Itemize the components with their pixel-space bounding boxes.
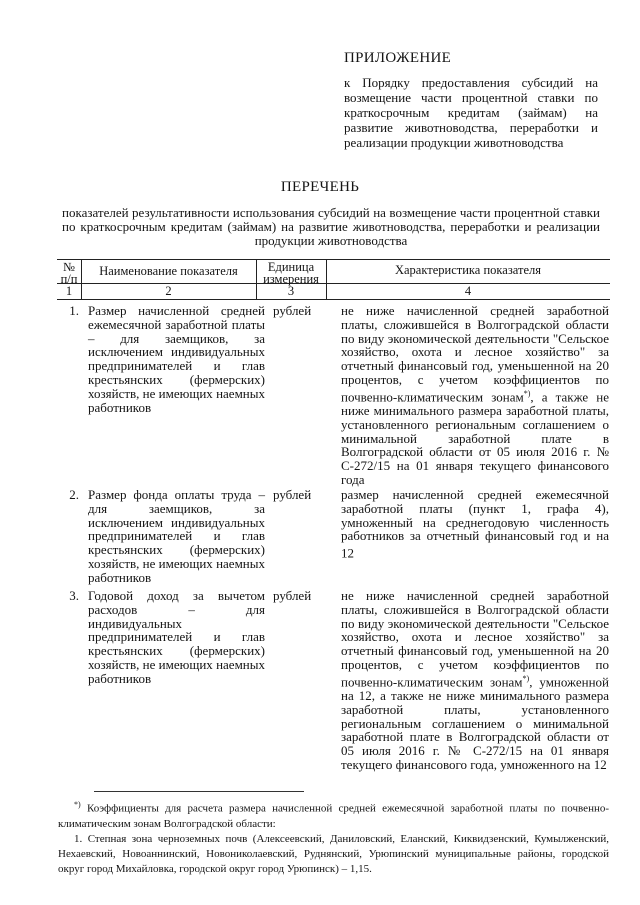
header-num: № п/п xyxy=(60,260,78,286)
unit: рублей xyxy=(273,303,312,318)
indicators-table xyxy=(57,259,610,772)
document-subtitle: показателей результативности использования субсидий на возмещение части процентной ставки по краткосрочным кредитам (займам) на развитие животноводства, переработки и реализации продукции животноводства xyxy=(62,205,600,248)
characteristic xyxy=(341,304,609,487)
row-number: 3. xyxy=(69,588,79,603)
footnote-item: 1. Степная зона черноземных почв (Алексеевский, Даниловский, Еланский, Киквидзенский, Кумылженский, Нехаевский, Новоаннинский, Новониколаевский, Руднянский, Урюпинский муниципальные районы, городской округ город Михайловка, городской округ город Урюпинск) – 1,15. xyxy=(58,832,609,875)
indicator-name: Годовой доход за вычетом расходов – для индивидуальных предпринимателей и глав крестьянских (фермерских) хозяйств, не имеющих наемных работников xyxy=(88,588,265,686)
indicator-name: Размер начисленной средней ежемесячной заработной платы – для заемщиков, за исключением индивидуальных предпринимателей и глав крестьянских (фермерских) хозяйств, не имеющих наемных работников xyxy=(88,303,265,415)
row-number: 2. xyxy=(69,487,79,502)
column-number: 3 xyxy=(287,284,295,298)
appendix-title: ПРИЛОЖЕНИЕ xyxy=(344,50,452,66)
footnote xyxy=(58,797,610,877)
indicator-name: Размер фонда оплаты труда – для заемщиков, за исключением индивидуальных предпринимателей и глав крестьянских (фермерских) хозяйств, не имеющих наемных работников xyxy=(88,487,265,585)
appendix-text: к Порядку предоставления субсидий на возмещение части процентной ставки по краткосрочным кредитам (займам) на развитие животноводства, переработки и реализации продукции животноводства xyxy=(344,75,598,150)
footnote-reference: *) xyxy=(523,388,531,398)
table-header xyxy=(57,259,610,299)
column-number: 2 xyxy=(165,284,172,298)
header-characteristic: Характеристика показателя xyxy=(394,263,542,277)
footnote-text xyxy=(58,797,609,832)
characteristic-text: размер начисленной средней ежемесячной заработной платы (пункт 1, графа 4), умноженный на среднегодовую численность работников за отчетный финансовый год и на 12 xyxy=(341,487,609,561)
unit: рублей xyxy=(273,588,312,603)
row-number: 1. xyxy=(69,303,79,318)
appendix-block xyxy=(344,50,598,150)
unit: рублей xyxy=(273,487,312,502)
footnote-mark: *) xyxy=(74,800,81,809)
column-number: 1 xyxy=(65,284,73,298)
table-top-border xyxy=(57,259,610,260)
characteristic xyxy=(341,589,609,772)
footnote-reference: *) xyxy=(522,673,530,683)
footnote-separator xyxy=(94,791,304,792)
characteristic xyxy=(341,488,609,560)
document-title: ПЕРЕЧЕНЬ xyxy=(280,179,360,195)
characteristic-text: не ниже начисленной средней заработной платы, сложившейся в Волгоградской области по виду экономической деятельности "Сельское хозяйство, охота и лесное хозяйство" за отчетный финансовый год, уменьшенной на 20 процентов, с учетом коэффициентов по почвенно-климатическим зонам xyxy=(341,588,609,690)
footnote-intro: Коэффициенты для расчета размера начисленной средней ежемесячной заработной платы по почвенно-климатическим зонам Волгоградской области: xyxy=(58,802,610,830)
characteristic-text-continued: , умноженной на 12, а также не ниже минимального размера заработной платы, установленного региональным соглашением о минимальной заработной плате в Волгоградской области от 05 июля 2016 г. № С-272/15 на 01 января текущего финансового года, умноженного на 12 xyxy=(341,674,609,772)
header-unit: Единица измерения xyxy=(263,260,319,286)
characteristic-text-continued: , а также не ниже минимального размера заработной платы, установленного региональным соглашением о минимальной заработной плате в Волгоградской области от 05 июля 2016 г. № С-272/15 на 01 января текущего финансового года xyxy=(341,389,609,487)
column-number: 4 xyxy=(464,284,472,298)
characteristic-text: не ниже начисленной средней заработной платы, сложившейся в Волгоградской области по виду экономической деятельности "Сельское хозяйство, охота и лесное хозяйство" за отчетный финансовый год, уменьшенной на 20 процентов, с учетом коэффициентов по почвенно-климатическим зонам xyxy=(341,303,609,405)
header-name: Наименование показателя xyxy=(99,264,238,278)
table-header-bottom-border xyxy=(57,299,610,300)
